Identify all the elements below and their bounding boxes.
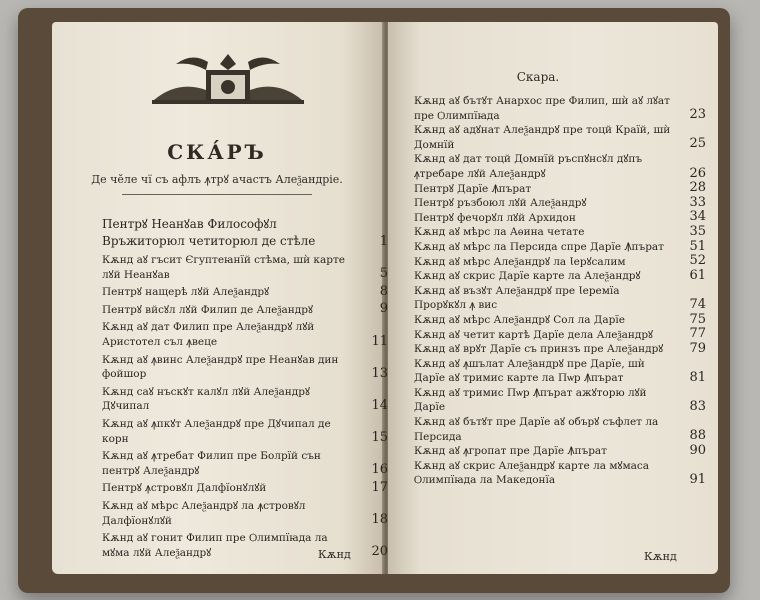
entry-text: Кѫнд аꙋ мѣрс Алеѯандрꙋ ла Ꙇерꙋсалим bbox=[414, 255, 626, 268]
list-item bbox=[414, 357, 710, 386]
list-item bbox=[102, 481, 392, 496]
catchword: Кѫнд bbox=[318, 548, 351, 561]
page-number: 14 bbox=[371, 397, 388, 413]
page-number: 51 bbox=[689, 238, 706, 254]
list-item bbox=[414, 444, 710, 459]
page-number: 28 bbox=[689, 180, 706, 196]
list-item bbox=[414, 386, 710, 415]
list-item bbox=[102, 353, 392, 382]
list-item bbox=[414, 94, 710, 123]
page-number: 5 bbox=[379, 266, 388, 282]
entry-text: Кѫнд аꙋ гонит Филип пре Ѻлимпїꙗда ла мꙋма лꙋй Алеѯандрꙋ bbox=[102, 532, 328, 559]
entry-text: Кѫнд аꙋ мѣрс ла Персида спре Дарїе Ꙟпърат bbox=[414, 240, 664, 253]
page-number: 90 bbox=[689, 442, 706, 458]
list-item bbox=[102, 285, 392, 300]
page-number: 88 bbox=[689, 428, 706, 444]
page-number: 15 bbox=[371, 430, 388, 446]
entry-text: Кѫнд аꙋ ꙟпкꙋт Алеѯандрꙋ пре Дꙋчипал де корн bbox=[102, 417, 331, 445]
ornament-headpiece bbox=[148, 50, 308, 108]
right-entries bbox=[414, 94, 710, 488]
entry-text: Кѫнд аꙋ мѣрс Алеѯандрꙋ Сол ла Дарїе bbox=[414, 313, 625, 326]
list-item bbox=[414, 152, 710, 181]
list-item bbox=[414, 211, 710, 226]
list-item bbox=[414, 255, 710, 270]
entry-text: Кѫнд аꙋ дат Филип пре Алеѯандрꙋ лꙋй Аристотел съл ꙟвеце bbox=[102, 321, 315, 348]
page-number: 8 bbox=[379, 283, 388, 299]
page-number: 81 bbox=[689, 369, 706, 385]
list-item bbox=[102, 253, 392, 282]
list-item bbox=[102, 216, 392, 250]
list-item bbox=[414, 225, 710, 240]
list-item bbox=[414, 196, 710, 211]
page-number: 18 bbox=[371, 512, 388, 528]
list-item bbox=[414, 123, 710, 152]
list-item bbox=[414, 459, 710, 488]
entry-text: Кѫнд аꙋ ꙟвинс Алеѯандрꙋ пре Неанꙋав дин фойшор bbox=[102, 353, 339, 381]
page-number: 17 bbox=[371, 479, 388, 495]
page-number: 83 bbox=[689, 399, 706, 415]
entry-text: Пентрꙋ нащерѣ лꙋй Алеѯандрꙋ bbox=[102, 286, 270, 299]
divider bbox=[122, 194, 312, 195]
entry-text: Кѫнд аꙋ мѣрс Алеѯандрꙋ ла ꙟстровꙋл Далфїонꙋлꙋй bbox=[102, 499, 306, 527]
page-number: 61 bbox=[689, 267, 706, 283]
entry-text: Кѫнд аꙋ бътꙋт пре Дарїе аꙋ обърꙋ съфлет ла Персида bbox=[414, 416, 659, 443]
page-number: 9 bbox=[379, 301, 388, 317]
page-title: СКА́РЪ bbox=[167, 140, 267, 164]
list-item bbox=[102, 320, 392, 349]
list-item bbox=[102, 303, 392, 318]
list-item bbox=[102, 449, 392, 478]
entry-text: Кѫнд аꙋ възꙋт Алеѯандрꙋ пре Ꙇеремїа Прорꙋкꙋл ꙟ вис bbox=[414, 284, 620, 312]
list-item bbox=[414, 342, 710, 357]
entry-text: Кѫнд аꙋ ꙟгропат пре Дарїе Ꙟпърат bbox=[414, 445, 607, 458]
entry-text: Кѫнд аꙋ четит картѣ Дарїе дела Алеѯандрꙋ bbox=[414, 328, 653, 341]
page-number: 75 bbox=[689, 311, 706, 327]
list-item bbox=[414, 240, 710, 255]
left-entries bbox=[102, 216, 392, 563]
running-head: Скара. bbox=[516, 70, 560, 84]
entry-text: Кѫнд аꙋ ꙟшълат Алеѯандрꙋ пре Дарїе, шѝ Дарїе аꙋ тримис карте ла Пѡр Ꙟпърат bbox=[414, 357, 645, 385]
entry-text: Кѫнд аꙋ адꙋнат Алеѯандрꙋ пре тоцй Країй, шѝ Домнїй bbox=[414, 124, 671, 151]
page-number: 13 bbox=[371, 365, 388, 381]
list-item bbox=[414, 415, 710, 444]
page-number: 52 bbox=[689, 253, 706, 269]
page-number: 33 bbox=[689, 194, 706, 210]
entry-text: Кѫнд аꙋ бътꙋт Анархос пре Филип, шѝ аꙋ лꙋат пре Ѻлимпїꙗда bbox=[414, 95, 670, 122]
right-page bbox=[388, 22, 718, 574]
entry-text: Пентрꙋ Неанꙋав Философꙋл Връжиторюл четиторюл де стѣле bbox=[102, 217, 316, 248]
entry-text: Пентрꙋ ръзбоюл лꙋй Алеѯандрꙋ bbox=[414, 197, 587, 210]
page-number: 35 bbox=[689, 223, 706, 239]
catchword: Кѫнд bbox=[644, 550, 677, 563]
page-number: 16 bbox=[371, 462, 388, 478]
entry-text: Кѫнд аꙋ дат тоцй Домнїй ръспꙋнсꙋл дꙋпъ ꙟтребаре лꙋй Алеѯандрꙋ bbox=[414, 153, 643, 180]
page-number: 20 bbox=[371, 544, 388, 560]
page-number: 74 bbox=[689, 296, 706, 312]
page-number: 11 bbox=[371, 333, 388, 349]
page-subtitle: Де чӗле чї съ афлъ ꙟтрꙋ ачастъ Алеѯандріе. bbox=[91, 173, 343, 186]
entry-text: Кѫнд саꙋ нъскꙋт калꙋл лꙋй Алеѯандрꙋ Дꙋчипал bbox=[102, 385, 310, 413]
entry-text: Кѫнд аꙋ скрис Дарїе карте ла Алеѯандрꙋ bbox=[414, 270, 641, 283]
list-item bbox=[414, 328, 710, 343]
entry-text: Кѫнд аꙋ ꙟтребат Филип пре Болрїй сън пентрꙋ Алеѯандрꙋ bbox=[102, 450, 321, 477]
entry-text: Кѫнд аꙋ мѣрс ла Аѳина четате bbox=[414, 226, 585, 239]
page-number: 23 bbox=[689, 107, 706, 123]
entry-text: Кѫнд аꙋ гъсит Єгуптеꙗнїй стѣма, шѝ карте лꙋй Неанꙋав bbox=[102, 254, 345, 281]
list-item bbox=[102, 417, 392, 446]
page-number: 79 bbox=[689, 340, 706, 356]
entry-text: Кѫнд аꙋ скрис Алеѯандрꙋ карте ла мꙋмаса Ѻлимпїꙗда ла Македонїа bbox=[414, 459, 650, 487]
book bbox=[18, 8, 730, 593]
page-number: 1 bbox=[379, 234, 388, 249]
list-item bbox=[102, 385, 392, 414]
page-number: 34 bbox=[689, 209, 706, 225]
entry-text: Кѫнд аꙋ врꙋт Дарїе съ принзъ пре Алеѯандрꙋ bbox=[414, 343, 664, 356]
left-page bbox=[52, 22, 388, 574]
list-item bbox=[414, 313, 710, 328]
entry-text: Пентрꙋ ꙟстровꙋл Далфїонꙋлꙋй bbox=[102, 482, 267, 495]
list-item bbox=[414, 284, 710, 313]
entry-text: Пентрꙋ фечорꙋл лꙋй Архидон bbox=[414, 211, 576, 224]
list-item bbox=[414, 182, 710, 197]
entry-text: Пентрꙋ вйсꙋл лꙋй Филип де Алеѯандрꙋ bbox=[102, 303, 313, 316]
page-number: 25 bbox=[689, 136, 706, 152]
list-item bbox=[102, 499, 392, 528]
page-number: 77 bbox=[689, 326, 706, 342]
entry-text: Кѫнд аꙋ тримис Пѡр Ꙟпърат ажꙋторю лꙋй Дарїе bbox=[414, 386, 647, 414]
list-item bbox=[414, 269, 710, 284]
entry-text: Пентрꙋ Дарїе Ꙟпърат bbox=[414, 182, 532, 195]
page-number: 26 bbox=[689, 165, 706, 181]
page-number: 91 bbox=[689, 472, 706, 488]
